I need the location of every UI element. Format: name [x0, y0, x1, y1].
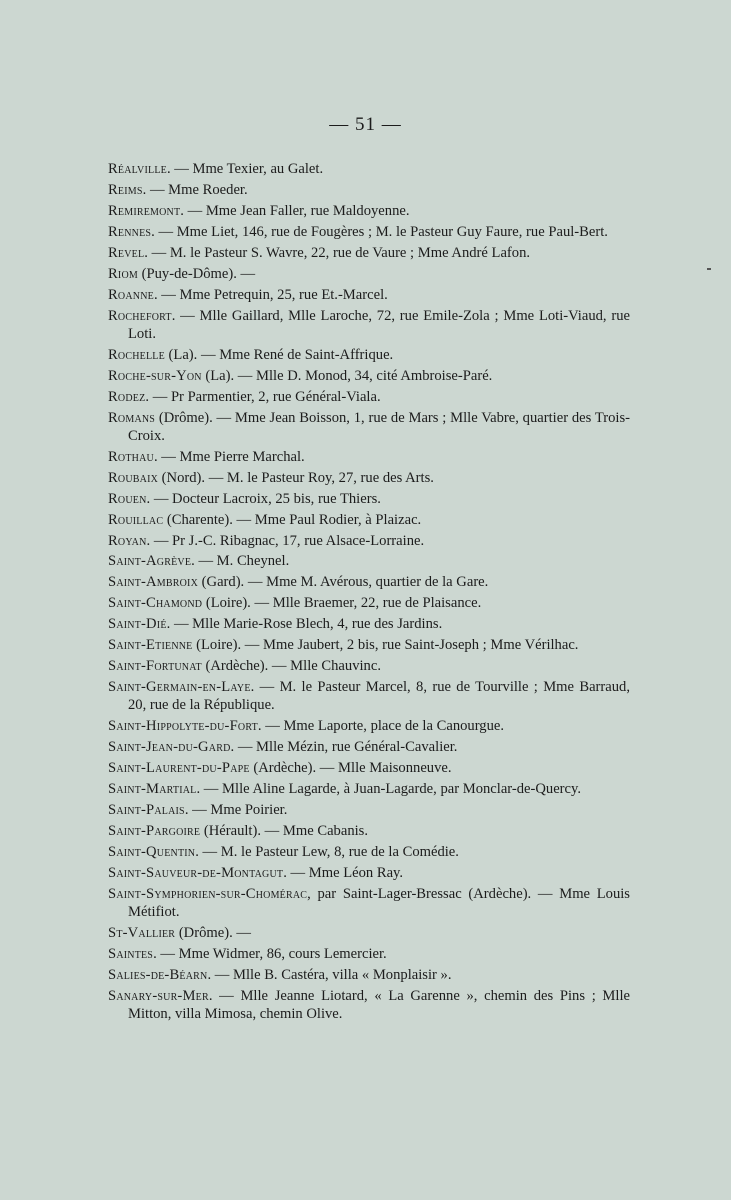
place-name: Saintes [108, 946, 154, 962]
place-name: Rochelle [108, 347, 165, 363]
directory-entry [108, 160, 630, 178]
place-name: Saint-Ambroix [108, 574, 199, 590]
entry-text: (Nord). — M. le Pasteur Roy, 27, rue des Arts. [158, 470, 434, 486]
entry-text: (Loire). — Mme Jaubert, 2 bis, rue Saint-Joseph ; Mme Vérilhac. [192, 637, 579, 653]
entry-text: (Drôme). — Mme Jean Boisson, 1, rue de Mars ; Mlle Vabre, quartier des Trois-Croix. [128, 410, 630, 444]
place-name: Saint-Martial [108, 781, 197, 797]
directory-entry [108, 636, 630, 654]
place-name: Romans [108, 410, 156, 426]
place-name: Saint-Hippolyte-du-Fort [108, 718, 258, 734]
directory-entry [108, 532, 630, 550]
directory-entry [108, 346, 630, 364]
entry-text: . — Mme Pierre Marchal. [153, 449, 305, 465]
directory-entry [108, 511, 630, 529]
place-name: Salies-de-Béarn [108, 967, 208, 983]
entry-text: (Drôme). — [175, 925, 251, 941]
place-name: Saint-Chamond [108, 595, 203, 611]
directory-entry [108, 181, 630, 199]
place-name: St-Vallier [108, 925, 176, 941]
margin-mark [707, 268, 711, 270]
directory-entry [108, 615, 630, 633]
place-name: Roubaix [108, 470, 159, 486]
place-name: Saint-Jean-du-Gard [108, 739, 231, 755]
entry-text: . — M. Cheynel. [191, 553, 290, 569]
place-name: Saint-Pargoire [108, 823, 201, 839]
place-name: Rochefort [108, 308, 172, 324]
place-name: Réalville [108, 161, 167, 177]
place-name: Reims [108, 182, 143, 198]
entry-text: . — Pr J.-C. Ribagnac, 17, rue Alsace-Lorraine. [146, 533, 425, 549]
directory-entry [108, 678, 630, 714]
directory-entry [108, 717, 630, 735]
entry-text: . — Mme Texier, au Galet. [166, 161, 324, 177]
entry-text: (Gard). — Mme M. Avérous, quartier de la Gare. [198, 574, 489, 590]
place-name: Saint-Fortunat [108, 658, 202, 674]
place-name: Rouillac [108, 512, 164, 528]
directory-entry [108, 307, 630, 343]
entry-text: . — Mme Poirier. [184, 802, 288, 818]
directory-entry [108, 987, 630, 1023]
directory-entry [108, 552, 630, 570]
entry-text: . — Pr Parmentier, 2, rue Général-Viala. [145, 389, 381, 405]
directory-entry [108, 738, 630, 756]
entry-text: . — Mlle Aline Lagarde, à Juan-Lagarde, par Monclar-de-Quercy. [196, 781, 582, 797]
entry-text: . — Mme Widmer, 86, cours Lemercier. [153, 946, 387, 962]
place-name: Saint-Sauveur-de-Montagut [108, 865, 284, 881]
place-name: Revel [108, 245, 145, 261]
directory-entry [108, 244, 630, 262]
entry-text: . — Mme Roeder. [142, 182, 248, 198]
place-name: Saint-Symphorien-sur-Chomérac [108, 886, 308, 902]
entry-text: (Loire). — Mlle Braemer, 22, rue de Plaisance. [202, 595, 482, 611]
place-name: Remiremont [108, 203, 181, 219]
place-name: Saint-Agrève [108, 553, 192, 569]
place-name: Saint-Germain-en-Laye [108, 679, 251, 695]
directory-entry [108, 265, 630, 283]
place-name: Riom [108, 266, 138, 282]
entry-text: . — Mme Léon Ray. [283, 865, 404, 881]
directory-entry [108, 388, 630, 406]
directory-entry [108, 469, 630, 487]
directory-entry [108, 822, 630, 840]
directory-entry [108, 490, 630, 508]
directory-entry [108, 945, 630, 963]
place-name: Rodez [108, 389, 146, 405]
place-name: Saint-Etienne [108, 637, 193, 653]
entry-text: . — M. le Pasteur S. Wavre, 22, rue de Vaure ; Mme André Lafon. [144, 245, 531, 261]
directory-entry [108, 594, 630, 612]
entries-section-r [108, 160, 630, 553]
directory-entry [108, 864, 630, 882]
entry-text: . — M. le Pasteur Marcel, 8, rue de Tourville ; Mme Barraud, 20, rue de la République. [128, 679, 630, 713]
directory-entry [108, 801, 630, 819]
entry-text: . — Mlle Gaillard, Mlle Laroche, 72, rue Emile-Zola ; Mme Loti-Viaud, rue Loti. [128, 308, 630, 342]
place-name: Saint-Laurent-du-Pape [108, 760, 250, 776]
place-name: Roanne [108, 287, 154, 303]
directory-entry [108, 843, 630, 861]
entry-text: (La). — Mme René de Saint-Affrique. [164, 347, 394, 363]
entry-text: . — Mme Petrequin, 25, rue Et.-Marcel. [153, 287, 388, 303]
entry-text: . — Mlle Marie-Rose Blech, 4, rue des Jardins. [166, 616, 443, 632]
directory-entry [108, 885, 630, 921]
entry-text: (La). — Mlle D. Monod, 34, cité Ambroise-Paré. [201, 368, 493, 384]
directory-entry [108, 202, 630, 220]
entry-text: . — Mlle B. Castéra, villa « Monplaisir ». [207, 967, 452, 983]
directory-entry [108, 759, 630, 777]
entry-text: (Puy-de-Dôme). — [137, 266, 256, 282]
place-name: Roche-sur-Yon [108, 368, 202, 384]
directory-entry [108, 286, 630, 304]
entry-text: . — Docteur Lacroix, 25 bis, rue Thiers. [146, 491, 381, 507]
page-number: — 51 — [329, 114, 402, 135]
entry-text: . — Mlle Jeanne Liotard, « La Garenne », chemin des Pins ; Mlle Mitton, villa Mimosa, chemin Olive. [128, 988, 630, 1022]
directory-entry [108, 657, 630, 675]
place-name: Rothau [108, 449, 154, 465]
entry-text: (Hérault). — Mme Cabanis. [200, 823, 369, 839]
entry-text: (Charente). — Mme Paul Rodier, à Plaizac. [163, 512, 422, 528]
directory-entry [108, 409, 630, 445]
place-name: Saint-Quentin [108, 844, 196, 860]
entry-text: . — Mlle Mézin, rue Général-Cavalier. [230, 739, 458, 755]
directory-entry [108, 780, 630, 798]
directory-entry [108, 924, 630, 942]
directory-entry [108, 367, 630, 385]
place-name: Saint-Palais [108, 802, 185, 818]
place-name: Sanary-sur-Mer [108, 988, 209, 1004]
place-name: Rennes [108, 224, 152, 240]
entry-text: . — M. le Pasteur Lew, 8, rue de la Comédie. [195, 844, 459, 860]
directory-entry [108, 966, 630, 984]
entries-section-s [108, 552, 630, 1026]
entry-text: (Ardèche). — Mlle Maisonneuve. [249, 760, 452, 776]
directory-entry [108, 573, 630, 591]
entry-text: , par Saint-Lager-Bressac (Ardèche). — Mme Louis Métifiot. [128, 886, 630, 920]
directory-entry [108, 448, 630, 466]
directory-entry [108, 223, 630, 241]
entry-text: . — Mme Liet, 146, rue de Fougères ; M. le Pasteur Guy Faure, rue Paul-Bert. [151, 224, 608, 240]
entry-text: (Ardèche). — Mlle Chauvinc. [201, 658, 381, 674]
entry-text: . — Mme Jean Faller, rue Maldoyenne. [180, 203, 410, 219]
entry-text: . — Mme Laporte, place de la Canourgue. [257, 718, 505, 734]
place-name: Saint-Dié [108, 616, 167, 632]
place-name: Royan [108, 533, 147, 549]
place-name: Rouen [108, 491, 147, 507]
